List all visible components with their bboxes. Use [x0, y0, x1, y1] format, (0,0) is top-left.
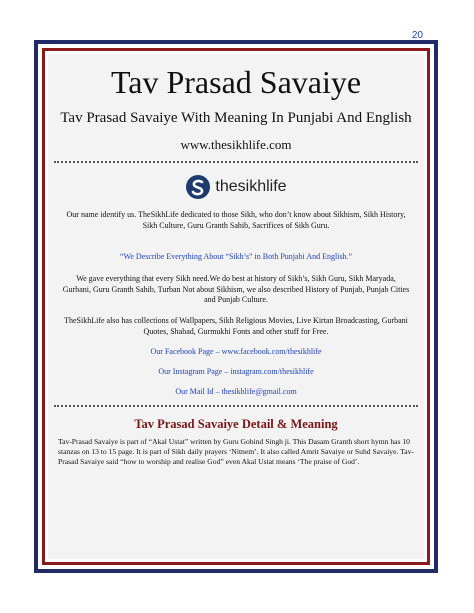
about-paragraph-1: Our name identify us. TheSikhLife dedicated to those Sikh, who don’t know about Sikhism, Sikh History, Sikh Culture, Guru Granth Sahib, Sacrifices of Sikh Guru. — [66, 210, 406, 230]
page-number: 20 — [411, 30, 423, 41]
logo-text: thesikhlife — [215, 178, 287, 195]
dotted-divider-bottom — [54, 405, 418, 407]
facebook-link[interactable]: Our Facebook Page – www.facebook.com/thesikhlife — [150, 347, 322, 356]
mail-link[interactable]: Our Mail Id – thesikhlife@gmail.com — [175, 387, 297, 396]
page-subtitle: Tav Prasad Savaiye With Meaning In Punjabi And English — [60, 110, 412, 126]
instagram-link[interactable]: Our Instagram Page – instagram.com/thesikhlife — [158, 367, 314, 376]
page-frame-inner — [42, 48, 430, 565]
page-frame-outer — [34, 40, 438, 573]
website-url[interactable]: www.thesikhlife.com — [180, 137, 292, 152]
detail-section-title: Tav Prasad Savaiye Detail & Meaning — [134, 417, 338, 431]
content-panel — [48, 54, 424, 559]
detail-paragraph: Tav-Prasad Savaiye is part of “Akal Ustat” written by Guru Gobind Singh ji. This Dasam Granth short hymn has 10 stanzas on 13 to 15 page. It is part of Sikh daily prayers ‘Nitnem’. It also called Amrit Savaiye or Suhd Savaiye. Tav-Prasad Savaiye said “how to worship and realise God” even Akal Ustat means ‘The praise of God’. — [58, 437, 414, 466]
logo-icon — [185, 174, 211, 200]
about-quote: “We Describe Everything About “Sikh’s” in Both Punjabi And English.” — [119, 252, 353, 261]
about-paragraph-2: We gave everything that every Sikh need.We do best at history of Sikh’s, Sikh Guru, Sikh Maryada, Gurbani, Guru Granth Sahib, Turban Not about Sikhism, we also described History of Punjab, Punjab Cities and Punjab Culture. — [62, 274, 410, 304]
about-paragraph-3: TheSikhLife also has collections of Wallpapers, Sikh Religious Movies, Live Kirtan Broadcasting, Gurbani Quotes, Shabad, Gurmukhi Fonts and other stuff for Free. — [64, 316, 408, 336]
dotted-divider-top — [54, 161, 418, 163]
thesikhlife-logo — [48, 174, 424, 200]
page-title: Tav Prasad Savaiye — [110, 64, 362, 100]
